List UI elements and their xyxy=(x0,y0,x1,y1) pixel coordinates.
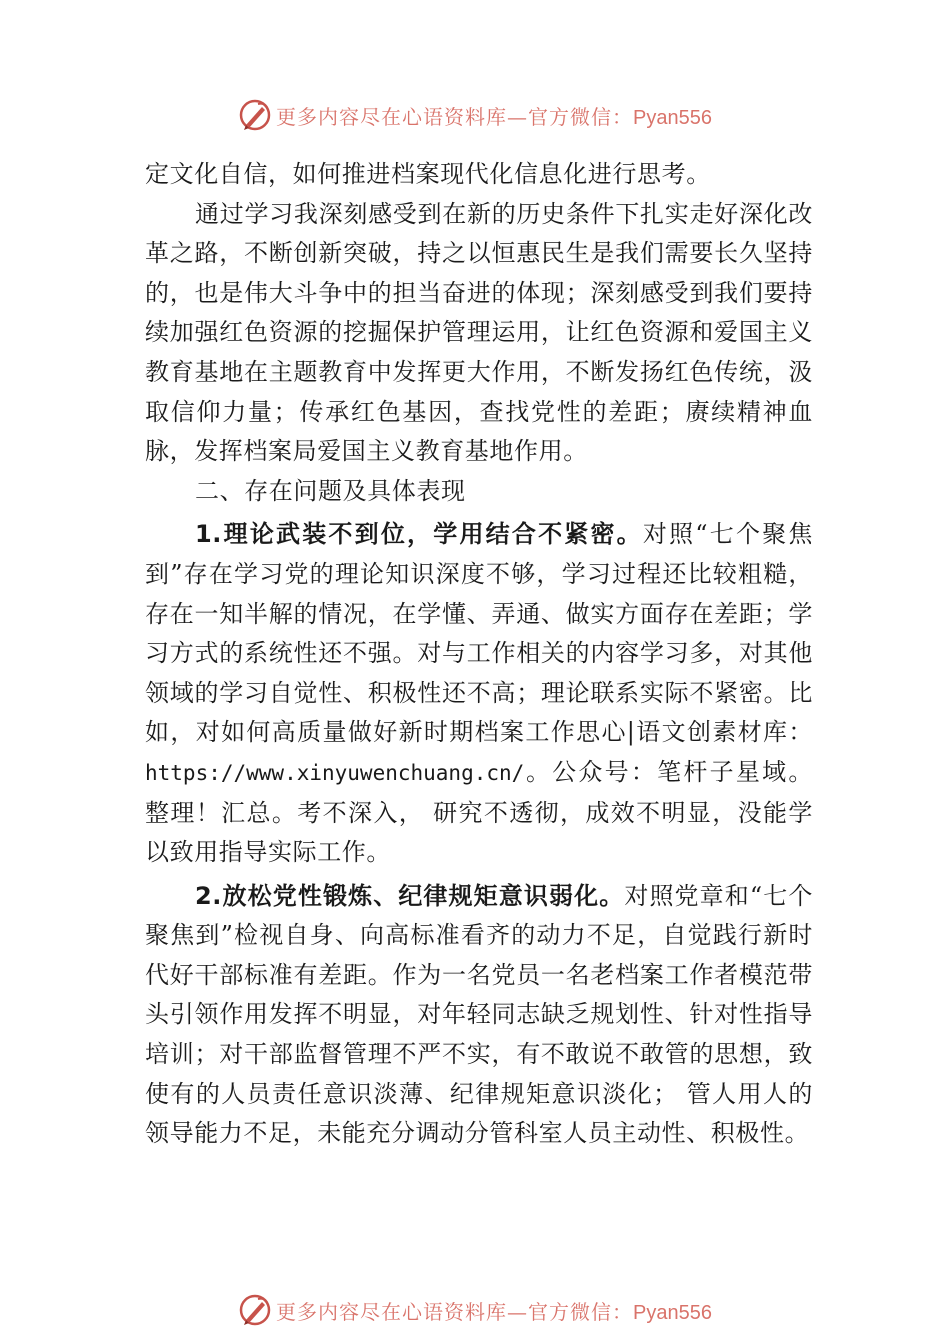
header-wechat-id: Pyan556 xyxy=(633,106,712,129)
pen-logo-icon xyxy=(238,98,272,132)
footer-banner xyxy=(0,1290,950,1330)
problem-item-1-text-b: 。公众号：笔杆子星域。整理！汇总。考不深入， 研究不透彻，成效不明显，没能学以致用指导实际工作。 xyxy=(145,757,813,867)
problem-item-1-title: 1.理论武装不到位，学用结合不紧密。 xyxy=(195,520,643,549)
problem-item-1 xyxy=(145,515,813,872)
footer-wechat-id: Pyan556 xyxy=(633,1301,712,1324)
section-heading: 二、存在问题及具体表现 xyxy=(195,476,466,505)
document-body xyxy=(145,155,813,1154)
footer-banner-text: 更多内容尽在心语资料库—官方微信：Pyan556 xyxy=(276,1299,712,1324)
pen-logo-icon xyxy=(238,1293,272,1327)
problem-item-2-text: 对照党章和“七个聚焦到”检视自身、向高标准看齐的动力不足，自觉践行新时代好干部标准有差距。作为一名党员一名老档案工作者模范带头引领作用发挥不明显，对年轻同志缺乏规划性、针对性指导培训；对干部监督管理不严不实，有不敢说不敢管的思想，致使有的人员责任意识淡薄、纪律规矩意识淡化； 管人用人的领导能力不足，未能充分调动分管科室人员主动性、积极性。 xyxy=(145,881,813,1148)
problem-item-1-text-a: 对照“七个聚焦到”存在学习党的理论知识深度不够，学习过程还比较粗糙，存在一知半解的情况，在学懂、弄通、做实方面存在差距；学习方式的系统性还不强。对与工作相关的内容学习多，对其他领域的学习自觉性、积极性还不高；理论联系实际不紧密。比如，对如何高质量做好新时期档案工作思心|语文创素材库： xyxy=(145,520,813,747)
problem-item-2 xyxy=(145,877,813,1154)
header-banner xyxy=(0,95,950,135)
paragraph-reflection: 通过学习我深刻感受到在新的历史条件下扎实走好深化改革之路，不断创新突破，持之以恒惠民生是我们需要长久坚持的，也是伟大斗争中的担当奋进的体现；深刻感受到我们要持续加强红色资源的挖掘保护管理运用，让红色资源和爱国主义教育基地在主题教育中发挥更大作用，不断发扬红色传统，汲取信仰力量；传承红色基因，查找党性的差距；赓续精神血脉，发挥档案局爱国主义教育基地作用。 xyxy=(145,199,813,466)
source-url-link[interactable]: https://www.xinyuwenchuang.cn/ xyxy=(145,760,525,785)
problem-item-2-title: 2.放松党性锻炼、纪律规矩意识弱化。 xyxy=(195,881,625,910)
header-banner-text: 更多内容尽在心语资料库—官方微信：Pyan556 xyxy=(276,104,712,129)
paragraph-continuation: 定文化自信，如何推进档案现代化信息化进行思考。 xyxy=(145,160,711,188)
